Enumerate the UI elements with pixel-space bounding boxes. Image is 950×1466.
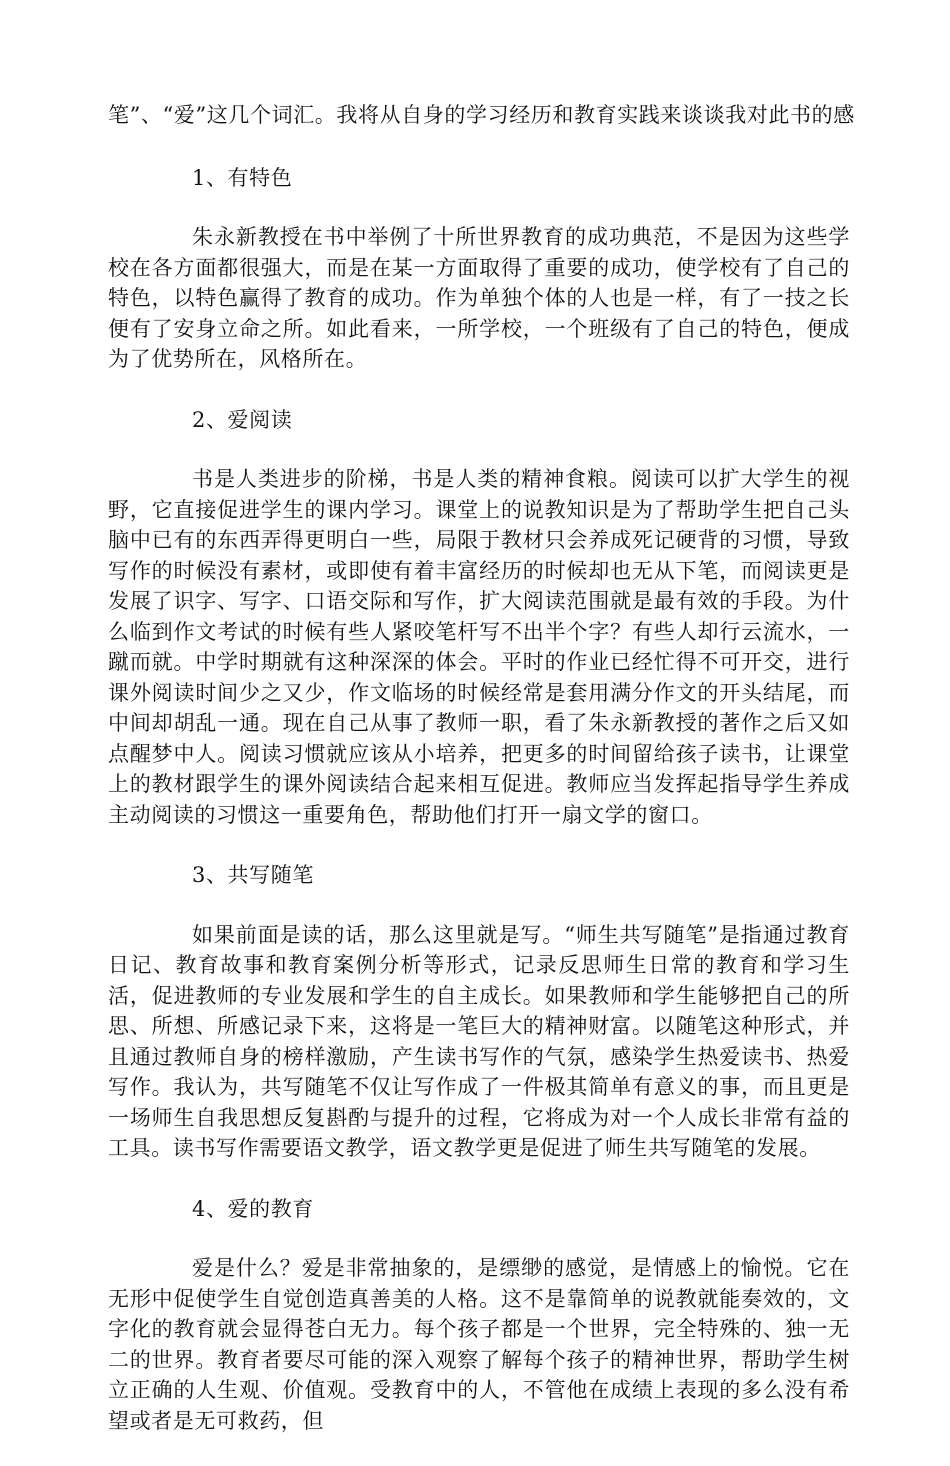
section-heading-3: 3、共写随笔 bbox=[192, 863, 314, 887]
section-heading-1: 1、有特色 bbox=[192, 165, 293, 190]
section-paragraph-4: 爱是什么？爱是非常抽象的，是缥缈的感觉，是情感上的愉悦。它在无形中促使学生自觉创造真善美的人格。这不是靠简单的说教就能奏效的，文字化的教育就会显得苍白无力。每个孩子都是一个世界，完全特殊的、独一无二的世界。教育者要尽可能的深入观察了解每个孩子的精神世界，帮助学生树立正确的人生观、价值观。受教育中的人，不管他在成绩上表现的多么没有希望或者是无可救药，但 bbox=[108, 1256, 850, 1433]
lead-text: 笔”、“爱”这几个词汇。我将从自身的学习经历和教育实践来谈谈我对此书的感 bbox=[108, 103, 855, 127]
document-body bbox=[108, 100, 855, 1466]
section-heading-2: 2、爱阅读 bbox=[192, 407, 293, 432]
section-paragraph-2: 书是人类进步的阶梯，书是人类的精神食粮。阅读可以扩大学生的视野，它直接促进学生的课内学习。课堂上的说教知识是为了帮助学生把自己头脑中已有的东西弄得更明白一些，局限于教材只会养成死记硬背的习惯，导致写作的时候没有素材，或即使有着丰富经历的时候却也无从下笔，而阅读更是发展了识字、写字、口语交际和写作，扩大阅读范围就是最有效的手段。为什么临到作文考试的时候有些人紧咬笔杆写不出半个字？有些人却行云流水，一蹴而就。中学时期就有这种深深的体会。平时的作业已经忙得不可开交，进行课外阅读时间少之又少，作文临场的时候经常是套用满分作文的开头结尾，而中间却胡乱一通。现在自己从事了教师一职，看了朱永新教授的著作之后又如点醒梦中人。阅读习惯就应该从小培养，把更多的时间留给孩子读书，让课堂上的教材跟学生的课外阅读结合起来相互促进。教师应当发挥起指导学生养成主动阅读的习惯这一重要角色，帮助他们打开一扇文学的窗口。 bbox=[108, 467, 850, 827]
section-paragraph-3: 如果前面是读的话，那么这里就是写。“师生共写随笔”是指通过教育日记、教育故事和教育案例分析等形式，记录反思师生日常的教育和学习生活，促进教师的专业发展和学生的自主成长。如果教师和学生能够把自己的所思、所想、所感记录下来，这将是一笔巨大的精神财富。以随笔这种形式，并且通过教师自身的榜样激励，产生读书写作的气氛，感染学生热爱读书、热爱写作。我认为，共写随笔不仅让写作成了一件极其简单有意义的事，而且更是一场师生自我思想反复斟酌与提升的过程，它将成为对一个人成长非常有益的工具。读书写作需要语文教学，语文教学更是促进了师生共写随笔的发展。 bbox=[108, 922, 850, 1160]
section-heading-4: 4、爱的教育 bbox=[192, 1196, 314, 1221]
section-paragraph-1: 朱永新教授在书中举例了十所世界教育的成功典范，不是因为这些学校在各方面都很强大，而是在某一方面取得了重要的成功，使学校有了自己的特色，以特色赢得了教育的成功。作为单独个体的人也是一样，有了一技之长便有了安身立命之所。如此看来，一所学校，一个班级有了自己的特色，便成为了优势所在，风格所在。 bbox=[108, 225, 850, 371]
